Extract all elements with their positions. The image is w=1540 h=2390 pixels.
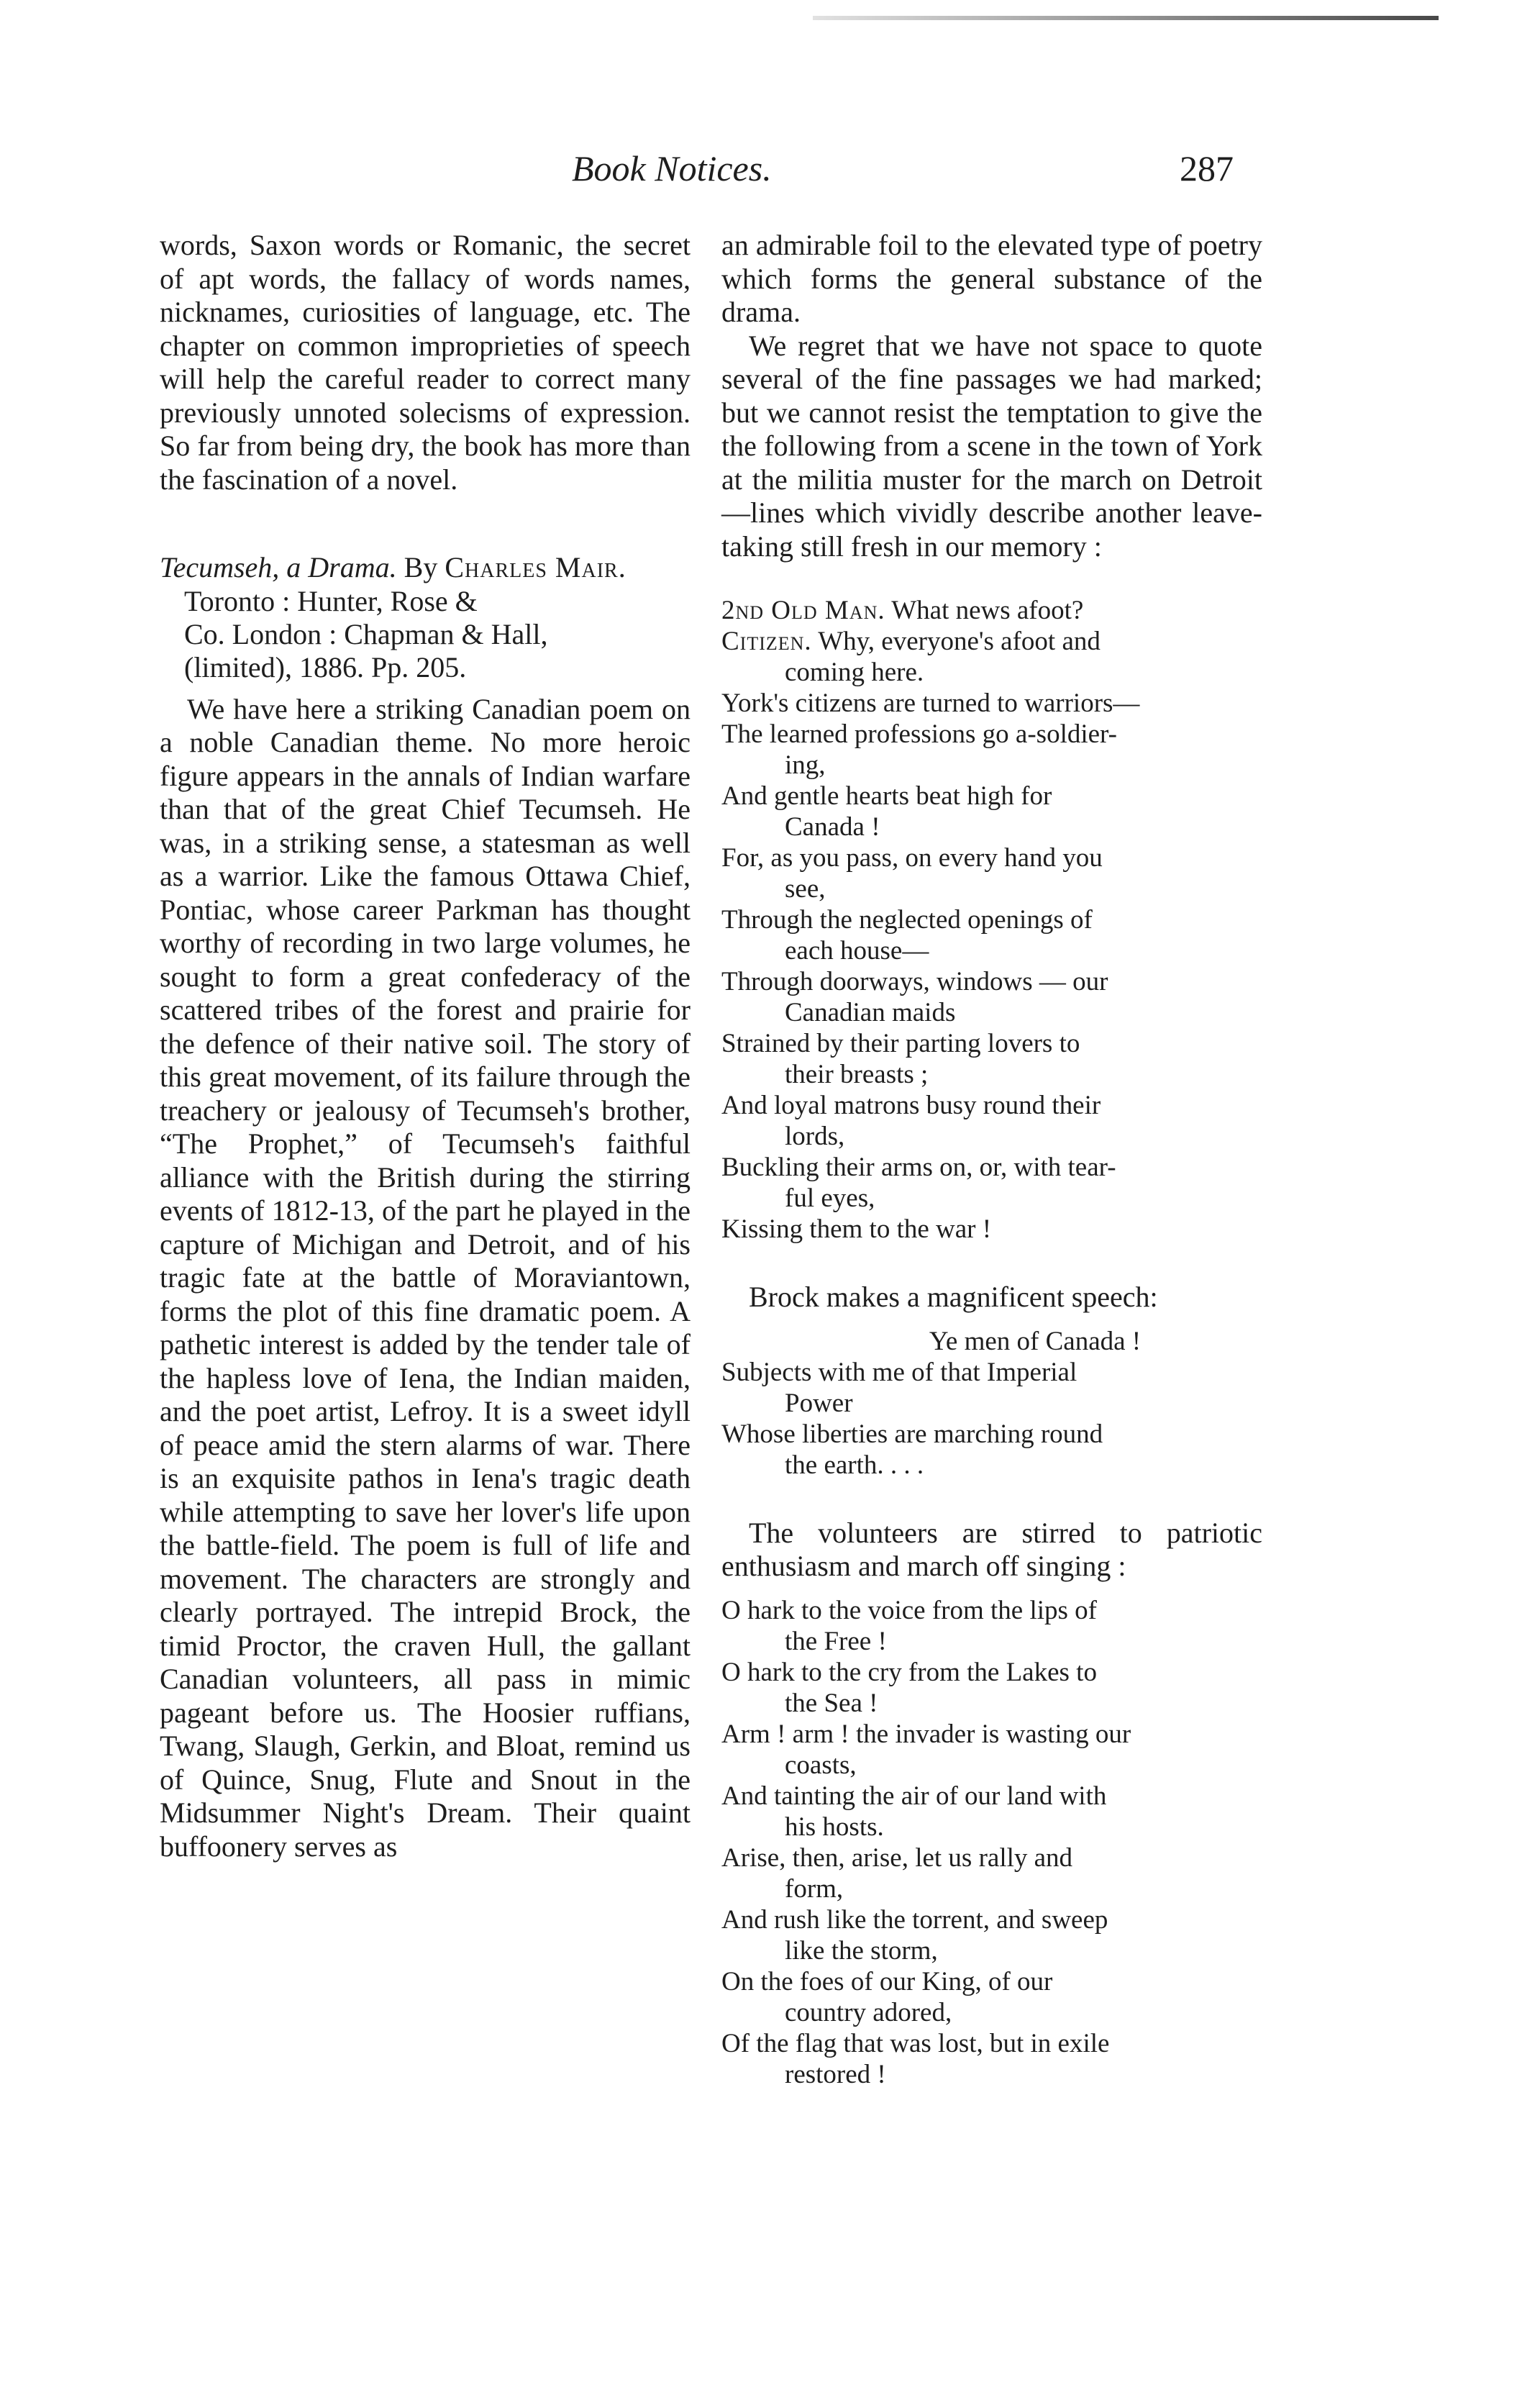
verse-excerpt-york xyxy=(721,595,1262,1245)
verse-line: his hosts. xyxy=(785,1812,884,1842)
verse-line: Buckling their arms on, or, with tear- xyxy=(721,1153,1116,1182)
right-column xyxy=(721,229,1262,2090)
verse-speaker: 2nd Old Man. xyxy=(721,596,885,625)
verse-line: Whose liberties are marching round xyxy=(721,1419,1103,1449)
verse-line: the Sea ! xyxy=(785,1688,878,1718)
verse-line: O hark to the cry from the Lakes to xyxy=(721,1657,1097,1687)
verse-line: coming here. xyxy=(785,658,924,687)
running-head-title: Book Notices. xyxy=(572,148,772,188)
verse-line: Of the flag that was lost, but in exile xyxy=(721,2028,1110,2058)
verse-line: like the storm, xyxy=(785,1935,938,1966)
opening-paragraph: words, Saxon words or Romanic, the secret of apt words, the fallacy of words names, nicknames, curiosities of language, etc. The chapter on common improprieties of speech will help the careful reader to correct many previously unnoted solecisms of expression. So far from being dry, the book has more than the fascination of a novel. xyxy=(160,229,691,496)
verse-line: Strained by their parting lovers to xyxy=(721,1029,1080,1058)
verse-line: Through the neglected openings of xyxy=(721,905,1093,935)
verse-text: Why, everyone's afoot and xyxy=(811,627,1101,656)
citation-line-2: Toronto : Hunter, Rose & xyxy=(184,584,478,617)
citation-author: Charles Mair. xyxy=(445,551,627,583)
verse-line: Arm ! arm ! the invader is wasting our xyxy=(721,1719,1131,1749)
verse-line xyxy=(721,626,1262,657)
verse-speaker: Citizen. xyxy=(721,627,812,656)
regret-paragraph: We regret that we have not space to quote several of the fine passages we had marked; but we cannot resist the temptation to give the the following from a scene in the town of York at the militia muster for the march on Detroit—lines which vividly describe another leave-taking still fresh in our memory : xyxy=(721,329,1262,563)
verse-line: Kissing them to the war ! xyxy=(721,1214,992,1244)
verse-line: restored ! xyxy=(785,2059,886,2089)
verse-line: For, as you pass, on every hand you xyxy=(721,843,1103,873)
verse-line: Arise, then, arise, let us rally and xyxy=(721,1843,1073,1873)
citation-line-3: Co. London : Chapman & Hall, xyxy=(184,617,548,650)
verse-line: the earth. . . . xyxy=(785,1450,924,1480)
citation-line-4: (limited), 1886. Pp. 205. xyxy=(184,650,467,683)
volunteers-paragraph: The volunteers are stirred to patriotic enthusiasm and march off singing : xyxy=(721,1516,1262,1582)
review-paragraph: We have here a striking Canadian poem on a noble Canadian theme. No more heroic figure appears in the annals of Indian warfare than that of the great Chief Tecumseh. He was, in a striking sense, a statesman as well as a warrior. Like the famous Ottawa Chief, Pontiac, whose career Parkman has thought worthy of recording in two large volumes, he sought to form a great confederacy of the scattered tribes of the forest and prairie for the defence of their native soil. The story of this great movement, of its failure through the treachery or jealousy of Tecumseh's brother, “The Prophet,” of Tecumseh's faithful alliance with the British during the stirring events of 1812-13, of the part he played in the capture of Michigan and Detroit, and of his tragic fate at the battle of Moraviantown, forms the plot of this fine dramatic poem. A pathetic interest is added by the tender tale of the hapless love of Iena, the Indian maiden, and the poet artist, Lefroy. It is a sweet idyll of peace amid the stern alarms of war. There is an exquisite pathos in Iena's tragic death while attempting to save her lover's life upon the battle-field. The poem is full of life and movement. The characters are strongly and clearly portrayed. The intrepid Brock, the timid Proctor, the craven Hull, the gallant Canadian volunteers, all pass in mimic pageant before us. The Hoosier ruffians, Twang, Slaugh, Gerkin, and Bloat, remind us of Quince, Snug, Flute and Snout in the Midsummer Night's Dream. Their quaint buffoonery serves as xyxy=(160,692,691,1863)
verse-line: lords, xyxy=(785,1122,845,1151)
verse-line: O hark to the voice from the lips of xyxy=(721,1595,1097,1625)
citation-by: By xyxy=(404,551,438,583)
verse-line: And loyal matrons busy round their xyxy=(721,1091,1101,1120)
running-head xyxy=(0,147,1540,205)
verse-line: And tainting the air of our land with xyxy=(721,1781,1107,1811)
left-column xyxy=(160,229,691,1863)
verse-line: The learned professions go a-soldier- xyxy=(721,719,1117,749)
citation-title: Tecumseh, a Drama. xyxy=(160,551,397,583)
verse-line: coasts, xyxy=(785,1750,857,1780)
verse-line: ful eyes, xyxy=(785,1183,875,1213)
verse-line: On the foes of our King, of our xyxy=(721,1966,1053,1996)
verse-excerpt-song xyxy=(721,1595,1262,2090)
brock-paragraph: Brock makes a magnificent speech: xyxy=(749,1281,1158,1313)
verse-line: the Free ! xyxy=(785,1626,887,1656)
verse-line: their breasts ; xyxy=(785,1060,929,1089)
continuation-paragraph: an admirable foil to the elevated type of poetry which forms the general substance of the drama. xyxy=(721,229,1262,328)
verse-line: Canada ! xyxy=(785,812,880,842)
book-citation xyxy=(160,551,691,684)
verse-line: ing, xyxy=(785,750,826,780)
verse-line: Ye men of Canada ! xyxy=(929,1326,1142,1356)
verse-line xyxy=(721,595,1262,626)
verse-line: Canadian maids xyxy=(785,998,956,1027)
verse-line: And rush like the torrent, and sweep xyxy=(721,1904,1108,1935)
verse-line: Subjects with me of that Imperial xyxy=(721,1357,1077,1387)
verse-line: Through doorways, windows — our xyxy=(721,967,1108,996)
verse-line: form, xyxy=(785,1873,844,1904)
verse-line: And gentle hearts beat high for xyxy=(721,781,1052,811)
verse-excerpt-brock xyxy=(721,1326,1262,1481)
verse-line: see, xyxy=(785,874,826,904)
verse-line: each house— xyxy=(785,936,929,965)
verse-line: Power xyxy=(785,1388,853,1418)
verse-text: What news afoot? xyxy=(885,596,1084,625)
verse-line: York's citizens are turned to warriors— xyxy=(721,689,1140,718)
verse-line: country adored, xyxy=(785,1997,952,2027)
top-edge-rule xyxy=(813,16,1439,20)
page-number: 287 xyxy=(1180,148,1234,188)
